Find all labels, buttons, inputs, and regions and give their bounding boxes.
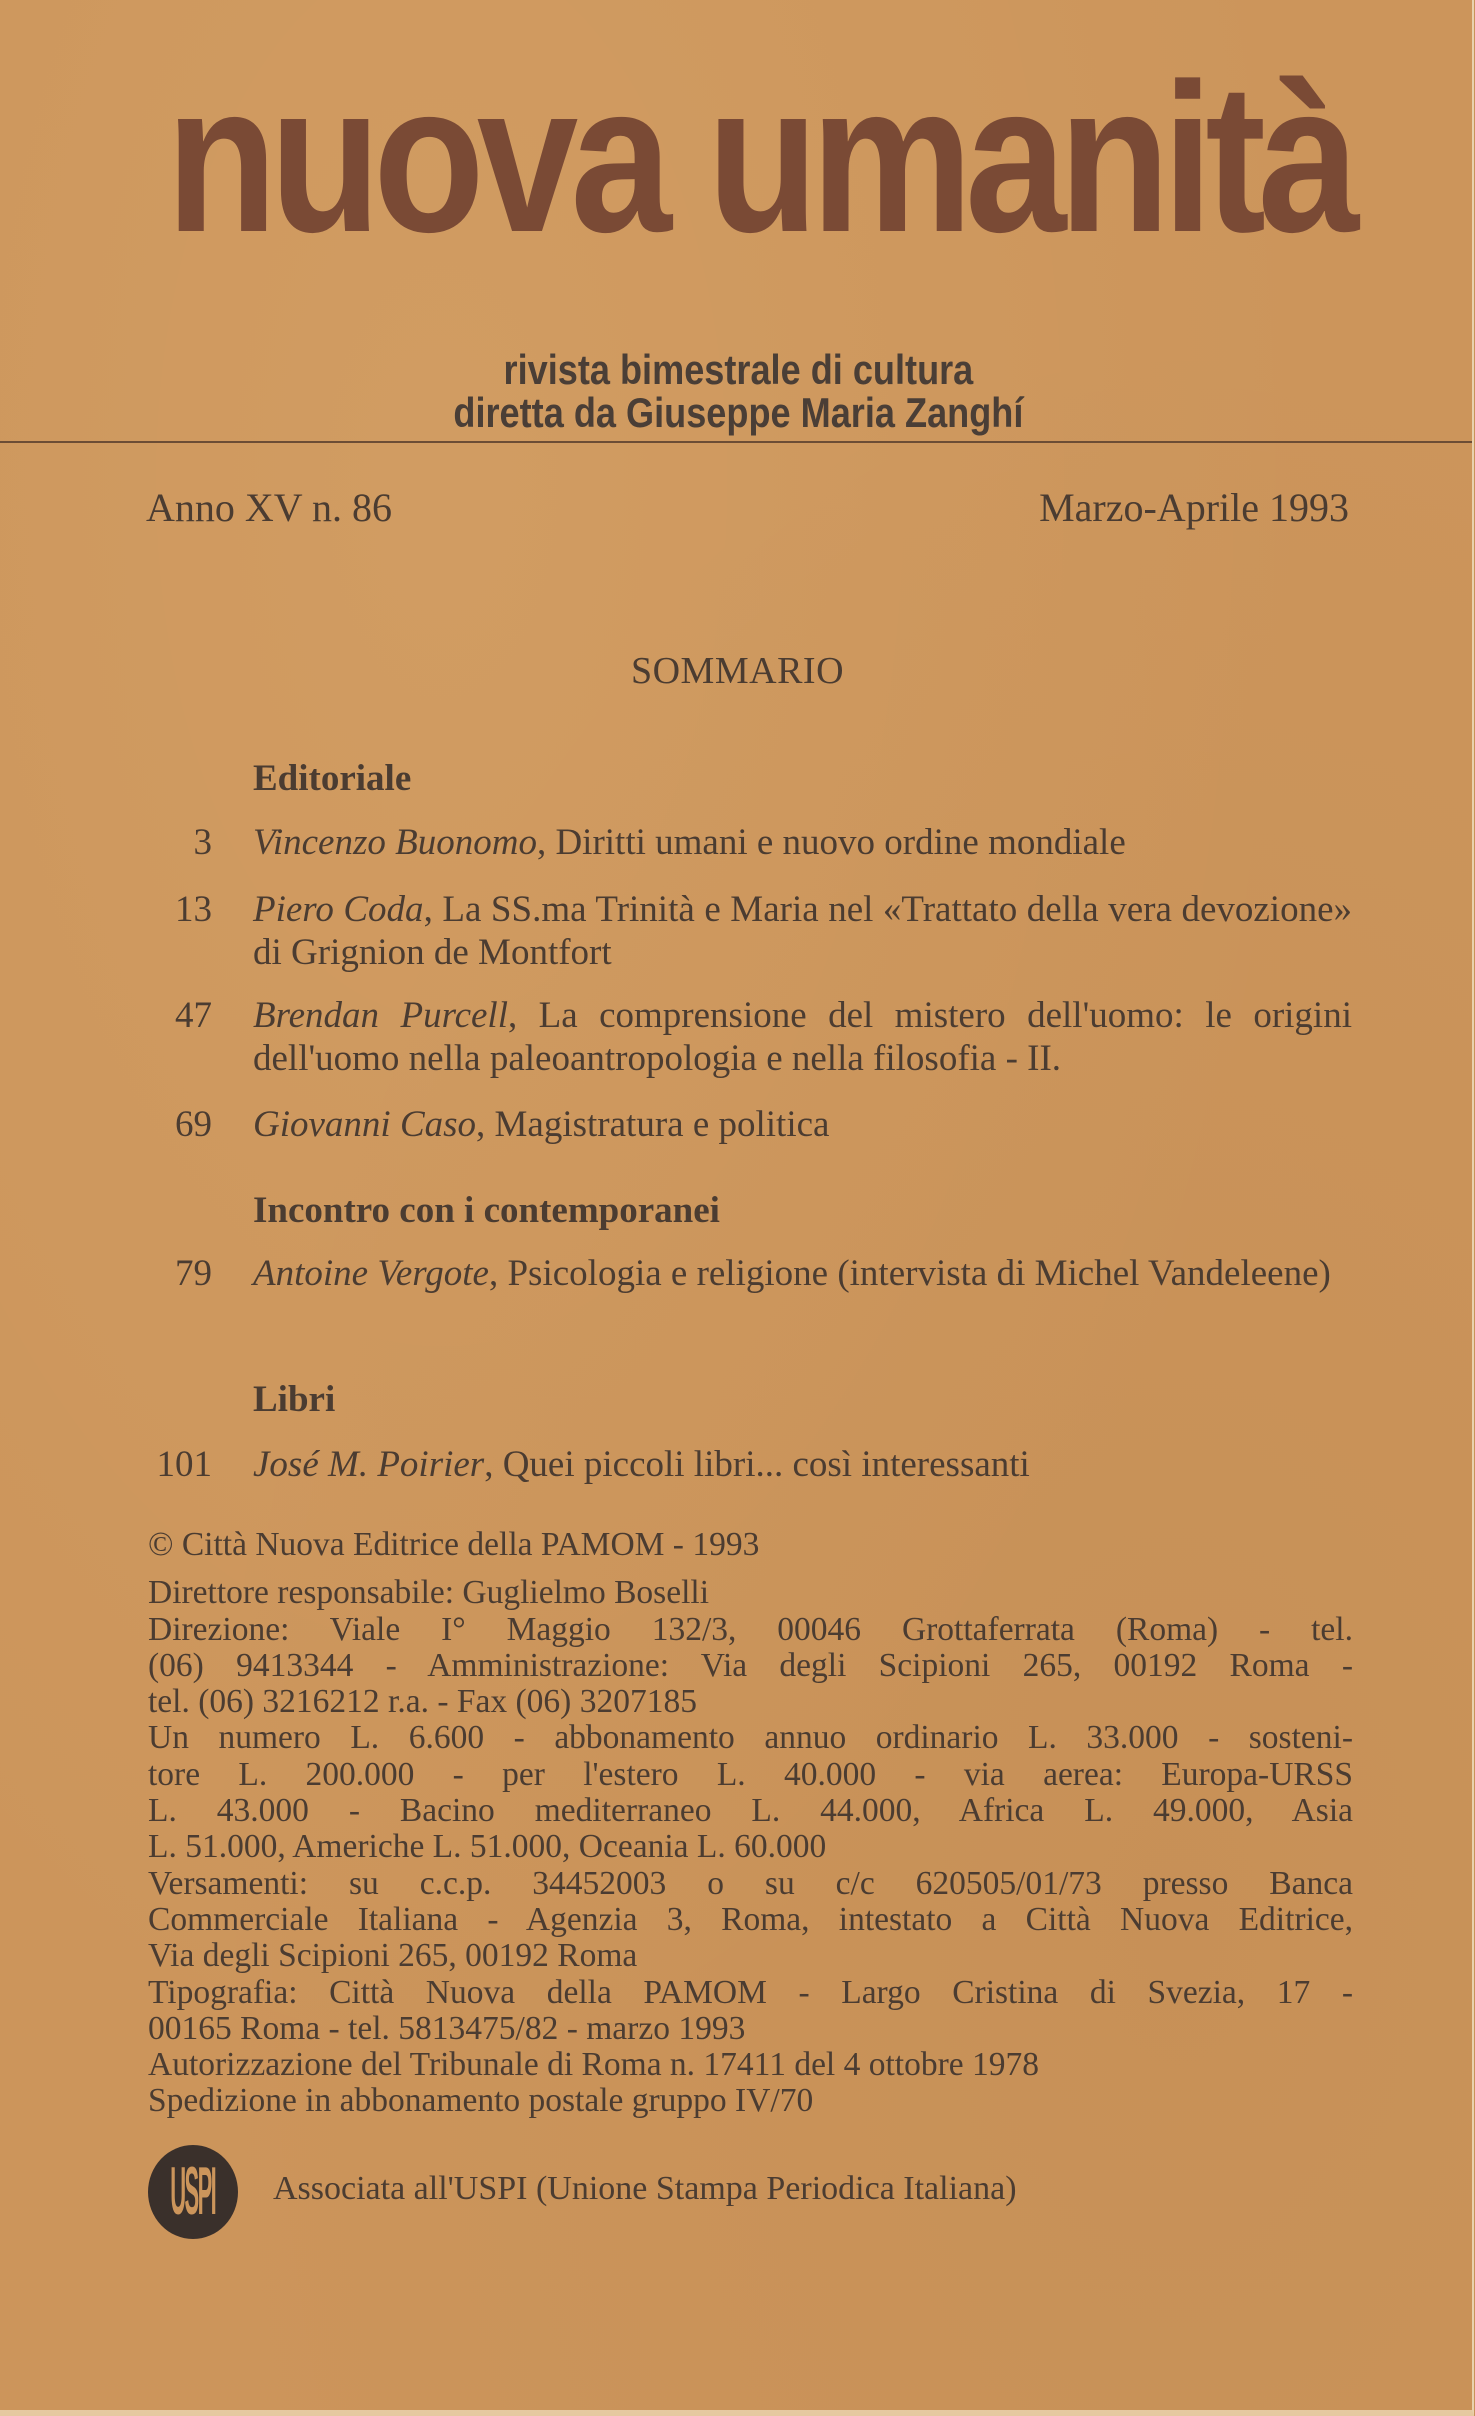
toc-entry[interactable] — [140, 1252, 1352, 1295]
colophon-line: Autorizzazione del Tribunale di Roma n. 17411 del 4 ottobre 1978 — [148, 2046, 1040, 2084]
toc-title: , Quei piccoli libri... così interessanti — [484, 1444, 1030, 1485]
colophon-line: Via degli Scipioni 265, 00192 Roma — [148, 1937, 638, 1975]
contents-heading: SOMMARIO — [630, 650, 845, 692]
colophon-line: Tipografia: Città Nuova della PAMOM - Largo Cristina di Svezia, 17 - — [148, 1973, 1353, 2011]
section-heading-libri: Libri — [253, 1379, 336, 1420]
colophon — [148, 1527, 1353, 2120]
toc-entry[interactable] — [140, 994, 1352, 1080]
toc-entry[interactable] — [140, 821, 1352, 864]
section-heading-editoriale: Editoriale — [253, 758, 412, 799]
toc-page-number: 79 — [175, 1253, 212, 1294]
association-text: Associata all'USPI (Unione Stampa Periodica Italiana) — [273, 2170, 1017, 2207]
issue-number: Anno XV n. 86 — [146, 485, 392, 530]
toc-page-number: 3 — [193, 822, 212, 863]
colophon-line: Spedizione in abbonamento postale gruppo IV/70 — [148, 2082, 814, 2120]
toc-author: José M. Poirier — [253, 1444, 485, 1485]
toc-author: Brendan Purcell — [253, 995, 508, 1036]
issue-date: Marzo-Aprile 1993 — [1039, 485, 1349, 530]
colophon-line: 00165 Roma - tel. 5813475/82 - marzo 1993 — [148, 2009, 746, 2047]
colophon-line: Versamenti: su c.c.p. 34452003 o su c/c 620505/01/73 presso Banca — [148, 1864, 1353, 1902]
header-divider — [0, 441, 1472, 443]
toc-author: Antoine Vergote — [253, 1253, 489, 1294]
toc-title: , La comprensione del mistero dell'uomo: le origini dell'uomo nella paleoantropologia e nella filosofia - II. — [253, 995, 1352, 1079]
colophon-line: Direttore responsabile: Guglielmo Boselli — [148, 1574, 710, 1612]
toc-author: Piero Coda — [253, 889, 424, 930]
colophon-line: tel. (06) 3216212 r.a. - Fax (06) 3207185 — [148, 1683, 697, 1721]
toc-title: , Magistratura e politica — [476, 1104, 830, 1145]
copyright-line: © Città Nuova Editrice della PAMOM - 1993 — [148, 1526, 760, 1563]
colophon-line: tore L. 200.000 - per l'estero L. 40.000 - via aerea: Europa-URSS — [148, 1755, 1353, 1793]
toc-page-number: 69 — [175, 1104, 212, 1145]
colophon-line: Direzione: Viale I° Maggio 132/3, 00046 Grottaferrata (Roma) - tel. — [148, 1610, 1353, 1648]
toc-entry[interactable] — [140, 1443, 1352, 1486]
toc-page-number: 101 — [156, 1444, 212, 1485]
uspi-logo-text: USPI — [170, 2153, 216, 2229]
colophon-line: Commerciale Italiana - Agenzia 3, Roma, intestato a Città Nuova Editrice, — [148, 1900, 1353, 1938]
masthead-editor: diretta da Giuseppe Maria Zanghí — [453, 389, 1024, 436]
toc-entry[interactable] — [140, 1103, 1352, 1146]
colophon-line: Un numero L. 6.600 - abbonamento annuo ordinario L. 33.000 - sosteni- — [148, 1719, 1353, 1757]
masthead-title: nuova umanità — [166, 39, 1352, 276]
masthead-subtitle: rivista bimestrale di cultura — [503, 346, 974, 393]
toc-page-number: 13 — [175, 889, 212, 930]
colophon-line: L. 51.000, Americhe L. 51.000, Oceania L. 60.000 — [148, 1828, 827, 1866]
section-heading-incontro: Incontro con i contemporanei — [253, 1190, 720, 1231]
colophon-line: L. 43.000 - Bacino mediterraneo L. 44.000, Africa L. 49.000, Asia — [148, 1792, 1353, 1830]
colophon-line: (06) 9413344 - Amministrazione: Via degli Scipioni 265, 00192 Roma - — [148, 1646, 1353, 1684]
toc-entry[interactable] — [140, 888, 1352, 974]
toc-author: Giovanni Caso — [253, 1104, 477, 1145]
toc-author: Vincenzo Buonomo — [253, 822, 537, 863]
toc-title: , Psicologia e religione (intervista di Michel Vandeleene) — [488, 1253, 1331, 1294]
toc-title: , Diritti umani e nuovo ordine mondiale — [536, 822, 1126, 863]
uspi-logo-icon — [148, 2145, 238, 2239]
toc-title: , La SS.ma Trinità e Maria nel «Trattato della vera devozione» di Grignion de Montfort — [253, 889, 1352, 973]
toc-page-number: 47 — [175, 995, 212, 1036]
